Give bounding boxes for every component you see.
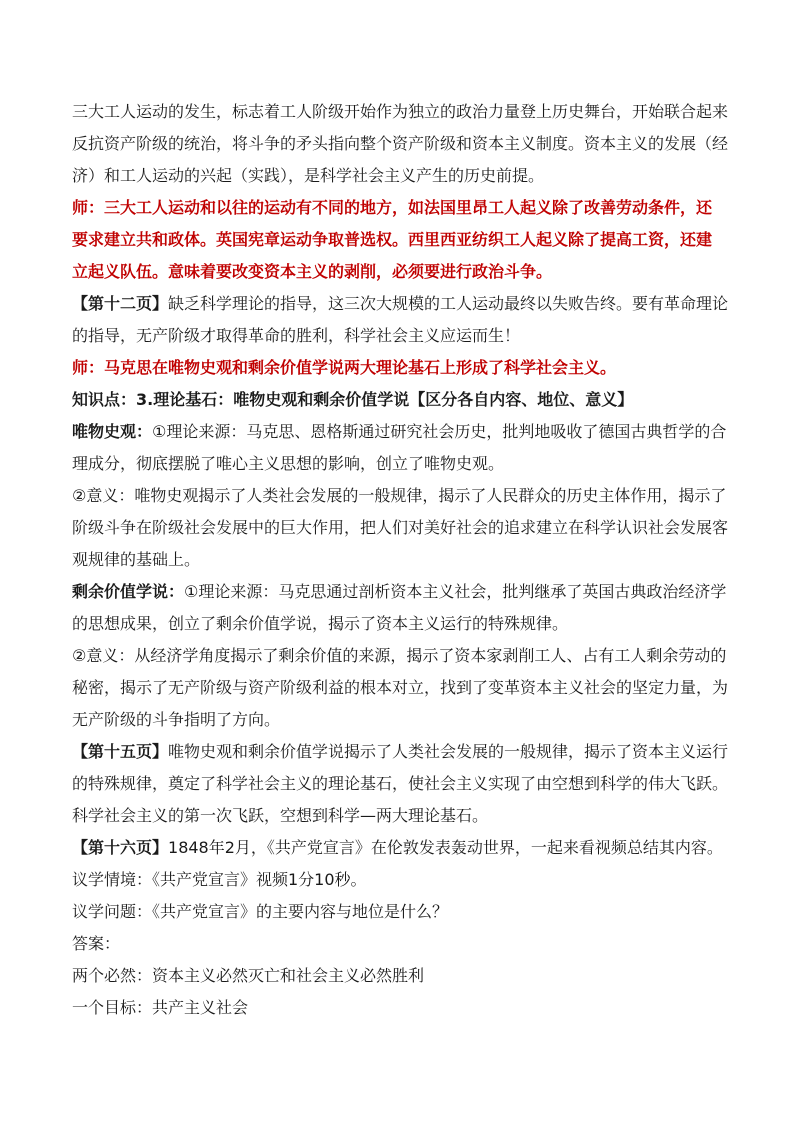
discussion-question bbox=[72, 896, 727, 928]
text-line: 要求建立共和政体。英国宪章运动争取普选权。西里西亚纺织工人起义除了提高工资，还建 bbox=[72, 230, 713, 249]
paragraph-page-16 bbox=[72, 832, 727, 864]
paragraph-page-15 bbox=[72, 736, 727, 832]
term-label: 剩余价值学说： bbox=[72, 582, 185, 601]
text-line: 秘密，揭示了无产阶级与资产阶级利益的根本对立，找到了变革资本主义社会的坚定力量，为 bbox=[72, 678, 729, 697]
page-tag: 【第十五页】 bbox=[72, 742, 169, 761]
text-line bbox=[72, 736, 727, 768]
text-line: 两个必然：资本主义必然灭亡和社会主义必然胜利 bbox=[72, 966, 425, 985]
page-tag: 【第十二页】 bbox=[72, 294, 169, 313]
text-span: ①理论来源：马克思通过剖析资本主义社会，批判继承了英国古典政治经济学 bbox=[184, 582, 727, 601]
answer-two-inevitabilities bbox=[72, 960, 727, 992]
text-line: 的指导，无产阶级才取得革命的胜利，科学社会主义应运而生！ bbox=[72, 326, 521, 345]
teacher-remark-three-movements bbox=[72, 192, 727, 288]
text-line: 三大工人运动的发生，标志着工人阶级开始作为独立的政治力量登上历史舞台，开始联合起来 bbox=[72, 102, 729, 121]
paragraph-surplus-value-source bbox=[72, 576, 727, 640]
paragraph-historical-materialism-source bbox=[72, 416, 727, 480]
text-line: 议学情境：《共产党宣言》视频1分10秒。 bbox=[72, 870, 367, 889]
document-body bbox=[72, 96, 727, 1024]
text-line: 师：马克思在唯物史观和剩余价值学说两大理论基石上形成了科学社会主义。 bbox=[72, 358, 617, 377]
text-line: 科学社会主义的第一次飞跃，空想到科学—两大理论基石。 bbox=[72, 806, 489, 825]
text-line bbox=[72, 288, 727, 320]
text-line bbox=[72, 416, 727, 448]
text-line: 无产阶级的斗争指明了方向。 bbox=[72, 710, 281, 729]
text-line: 答案： bbox=[72, 934, 121, 953]
text-line: 的特殊规律，奠定了科学社会主义的理论基石，使社会主义实现了由空想到科学的伟大飞跃。 bbox=[72, 774, 729, 793]
text-line: 议学问题：《共产党宣言》的主要内容与地位是什么？ bbox=[72, 902, 449, 921]
text-line bbox=[72, 832, 727, 864]
text-line: 理成分，彻底摆脱了唯心主义思想的影响，创立了唯物史观。 bbox=[72, 454, 505, 473]
text-line bbox=[72, 576, 727, 608]
text-line: ②意义：从经济学角度揭示了剩余价值的来源，揭示了资本家剥削工人、占有工人剩余劳动的 bbox=[72, 646, 727, 665]
term-label: 唯物史观： bbox=[72, 422, 153, 441]
text-span: ①理论来源：马克思、恩格斯通过研究社会历史，批判地吸收了德国古典哲学的合 bbox=[152, 422, 727, 441]
discussion-context bbox=[72, 864, 727, 896]
knowledge-point-heading bbox=[72, 384, 727, 416]
text-span: 唯物史观和剩余价值学说揭示了人类社会发展的一般规律，揭示了资本主义运行 bbox=[168, 742, 729, 761]
page-tag: 【第十六页】 bbox=[72, 838, 169, 857]
text-span: 1848年2月，《共产党宣言》在伦敦发表轰动世界，一起来看视频总结其内容。 bbox=[168, 838, 723, 857]
text-line: 的思想成果，创立了剩余价值学说，揭示了资本主义运行的特殊规律。 bbox=[72, 614, 569, 633]
text-line: 阶级斗争在阶级社会发展中的巨大作用，把人们对美好社会的追求建立在科学认识社会发展客 bbox=[72, 518, 729, 537]
paragraph-historical-materialism-significance bbox=[72, 480, 727, 576]
text-line: 师：三大工人运动和以往的运动有不同的地方，如法国里昂工人起义除了改善劳动条件，还 bbox=[72, 198, 713, 217]
text-line: 知识点：3.理论基石：唯物史观和剩余价值学说【区分各自内容、地位、意义】 bbox=[72, 390, 634, 409]
paragraph-surplus-value-significance bbox=[72, 640, 727, 736]
paragraph-page-12 bbox=[72, 288, 727, 352]
teacher-remark-two-cornerstones bbox=[72, 352, 727, 384]
text-line: 一个目标：共产主义社会 bbox=[72, 998, 249, 1017]
paragraph-workers-movement bbox=[72, 96, 727, 192]
text-line: 观规律的基础上。 bbox=[72, 550, 201, 569]
answer-one-goal bbox=[72, 992, 727, 1024]
text-line: ②意义：唯物史观揭示了人类社会发展的一般规律，揭示了人民群众的历史主体作用，揭示了 bbox=[72, 486, 727, 505]
text-line: 立起义队伍。意味着要改变资本主义的剥削，必须要进行政治斗争。 bbox=[72, 262, 553, 281]
text-line: 反抗资产阶级的统治，将斗争的矛头指向整个资产阶级和资本主义制度。资本主义的发展（经 bbox=[72, 134, 729, 153]
text-line: 济）和工人运动的兴起（实践），是科学社会主义产生的历史前提。 bbox=[72, 166, 545, 185]
answer-label bbox=[72, 928, 727, 960]
text-span: 缺乏科学理论的指导，这三次大规模的工人运动最终以失败告终。要有革命理论 bbox=[168, 294, 729, 313]
